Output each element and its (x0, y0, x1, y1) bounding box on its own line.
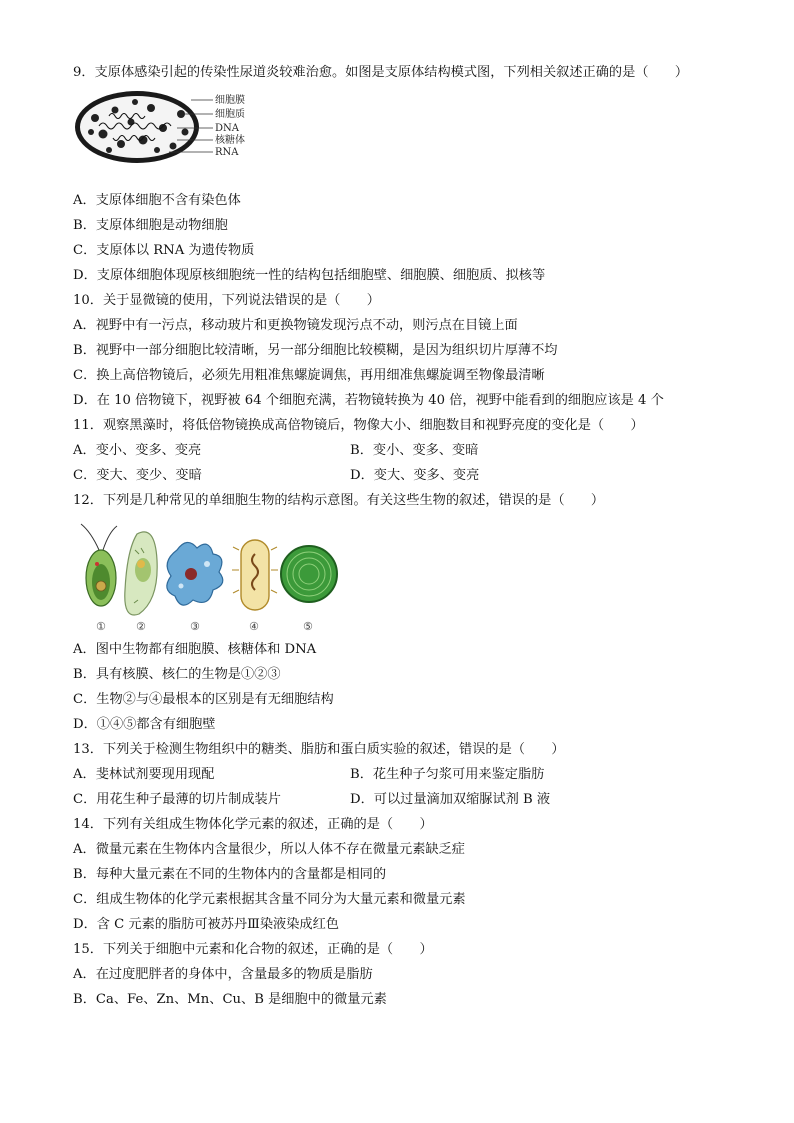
q14-stem: 14．下列有关组成生物体化学元素的叙述，正确的是（ ） (73, 817, 433, 832)
mycoplasma-diagram (73, 88, 263, 166)
q11-option-d: D．变大、变多、变亮 (350, 468, 480, 483)
q15-option-b: B．Ca、Fe、Zn、Mn、Cu、B 是细胞中的微量元素 (73, 992, 387, 1007)
q12-option-c: C．生物②与④最根本的区别是有无细胞结构 (73, 692, 334, 707)
caption-2: ② (136, 620, 146, 633)
q10-option-a: A．视野中有一污点，移动玻片和更换物镜发现污点不动，则污点在目镜上面 (73, 318, 518, 333)
q11-option-c: C．变大、变少、变暗 (73, 468, 202, 483)
q15-option-a: A．在过度肥胖者的身体中，含量最多的物质是脂肪 (73, 967, 373, 982)
q11-stem: 11．观察黑藻时，将低倍物镜换成高倍物镜后，物像大小、细胞数目和视野亮度的变化是（ ） (73, 418, 644, 433)
q9-option-d: D．支原体细胞体现原核细胞统一性的结构包括细胞壁、细胞膜、细胞质、拟核等 (73, 268, 546, 283)
q14-option-d: D．含 C 元素的脂肪可被苏丹Ⅲ染液染成红色 (73, 917, 339, 932)
cytoplasm-area (80, 96, 194, 158)
label-rna: RNA (215, 147, 239, 158)
caption-1: ① (96, 620, 106, 633)
q9-option-a: A．支原体细胞不含有染色体 (73, 193, 241, 208)
caption-4: ④ (249, 620, 259, 633)
q11-option-a: A．变小、变多、变亮 (73, 443, 202, 458)
label-cytoplasm: 细胞质 (215, 109, 245, 120)
q9-stem: 9．支原体感染引起的传染性尿道炎较难治愈。如图是支原体结构模式图，下列相关叙述正确的是（ ） (73, 65, 689, 80)
organism-5-green-cell (281, 546, 337, 602)
label-ribosome: 核糖体 (215, 135, 245, 146)
q10-stem: 10．关于显微镜的使用，下列说法错误的是（ ） (73, 293, 380, 308)
q10-option-c: C．换上高倍物镜后，必须先用粗准焦螺旋调焦，再用细准焦螺旋调至物像最清晰 (73, 368, 545, 383)
q13-option-b: B．花生种子匀浆可用来鉴定脂肪 (350, 767, 545, 782)
q13-option-d: D．可以过量滴加双缩脲试剂 B 液 (350, 792, 551, 807)
mycoplasma-svg (73, 88, 263, 166)
q13-option-a: A．斐林试剂要现用现配 (73, 767, 215, 782)
q9-option-b: B．支原体细胞是动物细胞 (73, 218, 228, 233)
organism-3-amoeba (167, 542, 223, 605)
label-cell-membrane: 细胞膜 (215, 95, 245, 106)
caption-3: ③ (190, 620, 200, 633)
q13-option-c: C．用花生种子最薄的切片制成装片 (73, 792, 281, 807)
caption-5: ⑤ (303, 620, 313, 633)
q14-option-b: B．每种大量元素在不同的生物体内的含量都是相同的 (73, 867, 387, 882)
q9-option-c: C．支原体以 RNA 为遗传物质 (73, 243, 255, 258)
organism-4-bacterium (232, 540, 278, 610)
q10-option-b: B．视野中一部分细胞比较清晰，另一部分细胞比较模糊，是因为组织切片厚薄不均 (73, 343, 558, 358)
q14-option-c: C．组成生物体的化学元素根据其含量不同分为大量元素和微量元素 (73, 892, 466, 907)
q12-option-a: A．图中生物都有细胞膜、核糖体和 DNA (73, 642, 317, 657)
q12-stem: 12．下列是几种常见的单细胞生物的结构示意图。有关这些生物的叙述，错误的是（ ） (73, 493, 605, 508)
q10-option-d: D．在 10 倍物镜下，视野被 64 个细胞充满，若物镜转换为 40 倍，视野中能看到的细胞应该是 4 个 (73, 393, 664, 408)
organisms-svg (73, 520, 343, 638)
q13-stem: 13．下列关于检测生物组织中的糖类、脂肪和蛋白质实验的叙述，错误的是（ ） (73, 742, 565, 757)
organism-1-chlamydomonas (81, 524, 117, 606)
organism-2-paramecium (125, 532, 157, 615)
q12-option-d: D．①④⑤都含有细胞壁 (73, 717, 216, 732)
unicellular-organisms-figure (73, 520, 343, 638)
q14-option-a: A．微量元素在生物体内含量很少，所以人体不存在微量元素缺乏症 (73, 842, 465, 857)
q15-stem: 15．下列关于细胞中元素和化合物的叙述，正确的是（ ） (73, 942, 433, 957)
label-dna: DNA (215, 123, 239, 134)
q12-option-b: B．具有核膜、核仁的生物是①②③ (73, 667, 281, 682)
q11-option-b: B．变小、变多、变暗 (350, 443, 479, 458)
